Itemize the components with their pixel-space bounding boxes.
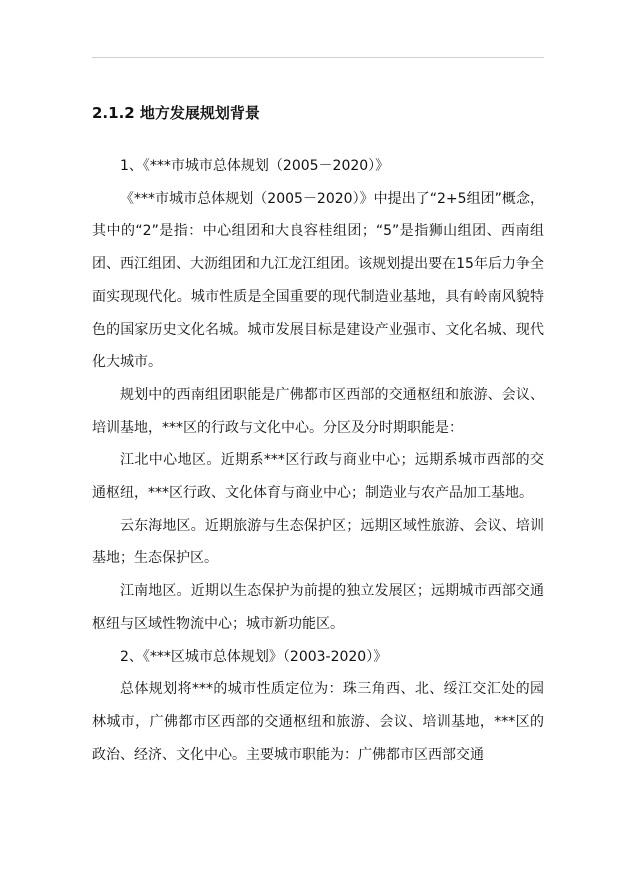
paragraph-southwest-group: 规划中的西南组团职能是广佛都市区西部的交通枢纽和旅游、会议、培训基地，***区的行政与文化中心。分区及分时期职能是： (92, 386, 544, 436)
paragraph-city-plan-overview: 《***市城市总体规划（2005－2020）》中提出了“2+5组团”概念，其中的“2”是指：中心组团和大良容桂组团；“5”是指狮山组团、西南组团、西江组团、大沥组团和九江龙江组团。该规划提出要在15年后力争全面实现现代化。城市性质是全国重要的现代制造业基地，具有岭南风貌特色的国家历史文化名城。城市发展目标是建设产业强市、文化名城、现代化大城市。 (92, 190, 544, 371)
paragraph-jiangnan-area: 江南地区。近期以生态保护为前提的独立发展区；远期城市西部交通枢纽与区域性物流中心；城市新功能区。 (92, 583, 544, 632)
body-text (92, 150, 544, 771)
paragraph-jiangbei-area: 江北中心地区。近期系***区行政与商业中心；远期系城市西部的交通枢纽，***区行政、文化体育与商业中心；制造业与农产品加工基地。 (92, 452, 544, 502)
paragraph-plan-title-2: 2、《***区城市总体规划》（2003-2020）》 (120, 648, 388, 665)
section-heading: 2.1.2 地方发展规划背景 (92, 104, 260, 122)
paragraph-plan-title-1: 1、《***市城市总体规划（2005－2020）》 (120, 158, 390, 174)
header-divider (92, 57, 544, 58)
paragraph-yundonghai-area: 云东海地区。近期旅游与生态保护区；远期区域性旅游、会议、培训基地；生态保护区。 (92, 517, 544, 567)
paragraph-district-plan: 总体规划将***的城市性质定位为：珠三角西、北、绥江交汇处的园林城市，广佛都市区西部的交通枢纽和旅游、会议、培训基地，***区的政治、经济、文化中心。主要城市职能为：广佛都市区西部交通 (92, 681, 544, 763)
